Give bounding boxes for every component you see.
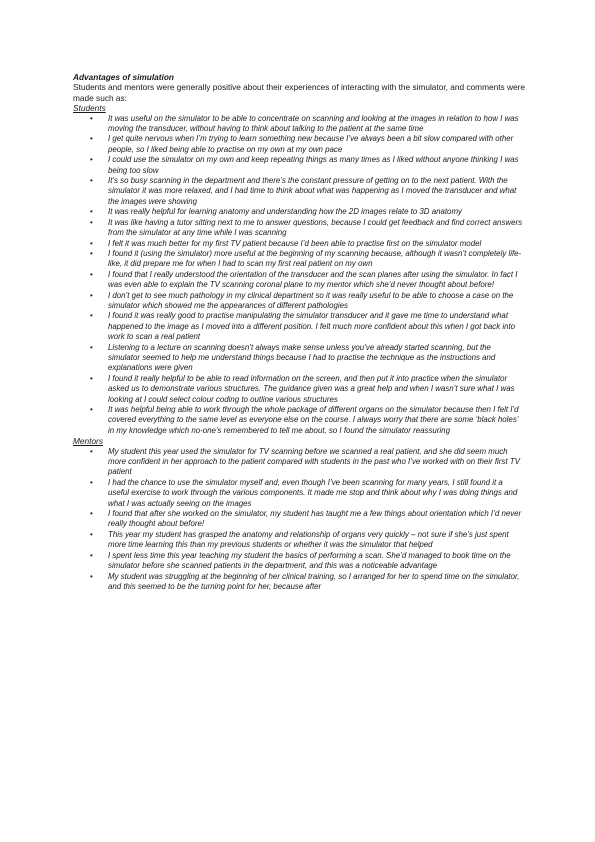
quote-text: I get quite nervous when I’m trying to learn something new because I’ve always been a bit slow compared with other people, so I liked being able to practise on my own at my own pace (108, 134, 514, 154)
bullet-icon: • (90, 405, 93, 414)
bullet-icon: • (90, 176, 93, 186)
list-item (73, 311, 525, 342)
quote-text: I found that I really understood the orientation of the transducer and the scan planes after using the simulator. In fact I was even able to explain the TV scanning coronal plane to my mentor which she’d never thought about before! (108, 269, 518, 290)
quote-text: I found that after she worked on the simulator, my student has taught me a few things about orientation which I’d never really thought about before! (108, 509, 522, 529)
mentors-quote-list (73, 447, 525, 593)
bullet-icon: • (90, 217, 93, 227)
quote-text: It was helpful being able to work through the whole package of different organs on the simulator because then I felt I’d covered everything to the same level as everyone else on the course. I always worry that there are some ‘black holes’ in my knowledge which no-one’s remembered to tell me about, so I found the simulator reassuring (108, 405, 519, 435)
quote-text: I found it (using the simulator) more useful at the beginning of my scanning because, although it wasn’t completely life-like, it did prepare me for when I had to scan my first real patient on my own (108, 248, 522, 269)
bullet-icon: • (90, 248, 93, 258)
quote-text: I could use the simulator on my own and keep repeating things as many times as I liked without anyone thinking I was being too slow (108, 155, 519, 175)
quote-text: It was really helpful for learning anatomy and understanding how the 2D images relate to 3D anatomy (108, 207, 462, 217)
list-item (73, 447, 525, 478)
bullet-icon: • (90, 269, 93, 279)
list-item (73, 343, 525, 374)
list-item (73, 114, 525, 135)
intro-paragraph: Students and mentors were generally positive about their experiences of interacting with the simulator, and comments were made such as: (73, 82, 525, 103)
document-body (73, 72, 525, 592)
list-item (73, 270, 525, 291)
quote-text: I spent less time this year teaching my student the basics of performing a scan. She’d managed to book time on the simulator before she scanned patients in the department, and this was a noticeable advantage (108, 550, 511, 571)
list-item (73, 155, 525, 176)
list-item (73, 176, 525, 207)
bullet-icon: • (90, 155, 93, 165)
list-item (73, 207, 525, 217)
quote-text: I found it was really good to practise manipulating the simulator transducer and it gave me time to understand what happened to the image as I moved into a different position. I felt much more confident about this when I got back into work to scan a real patient (108, 311, 516, 342)
quote-text: Listening to a lecture on scanning doesn’t always make sense unless you’ve already started scanning, but the simulator seemed to help me understand things because I had to practise the technique as the instructions and explanations were given (108, 342, 496, 373)
quote-text: This year my student has grasped the anatomy and relationship of organs very quickly – not sure if she’s just spent more time learning this than my previous students or whether it was the simulator that helped (108, 529, 509, 550)
list-item (73, 478, 525, 509)
list-item (73, 218, 525, 239)
quote-text: I felt it was much better for my first TV patient because I’d been able to practise first on the simulator model (108, 238, 482, 248)
quote-text: My student this year used the simulator for TV scanning before we scanned a real patient, and she did seem much more confident in her approach to the patient compared with students in the past who I’ve worked with on their first TV patient (108, 446, 520, 477)
bullet-icon: • (90, 550, 93, 560)
bullet-icon: • (90, 446, 93, 456)
quote-text: My student was struggling at the beginning of her clinical training, so I arranged for her to spend time on the simulator, and this seemed to be the turning point for her, because after (108, 571, 520, 591)
bullet-icon: • (90, 311, 93, 321)
section-heading: Advantages of simulation (73, 72, 174, 82)
quote-text: It was like having a tutor sitting next to me to answer questions, because I could get feedback and find correct answers from the simulator at any time while I was scanning (108, 217, 523, 238)
students-quote-list (73, 114, 525, 437)
list-item (73, 509, 525, 530)
list-item (73, 572, 525, 593)
bullet-icon: • (90, 529, 93, 539)
bullet-icon: • (90, 113, 93, 123)
bullet-icon: • (90, 477, 93, 487)
bullet-icon: • (90, 342, 93, 352)
quote-text: I had the chance to use the simulator myself and, even though I’ve been scanning for many years, I still found it a useful exercise to work through the various components. It made me stop and think about why I was doing things and what I was actually seeing on the images (108, 477, 518, 508)
bullet-icon: • (90, 134, 93, 144)
quote-text: I found it really helpful to be able to read information on the screen, and then put it into practice when the simulator asked us to demonstrate various structures. The guidance given was a great help and when I wasn’t sure what I was looking at I could select colour coding to outline various structures (108, 373, 515, 404)
list-item (73, 249, 525, 270)
students-label: Students (73, 103, 106, 114)
quote-text: It’s so busy scanning in the department and there’s the constant pressure of getting on to the next patient. With the simulator it was more relaxed, and I had time to think about what was happening as I moved the transducer and what the images were showing (108, 176, 517, 206)
quote-text: I don’t get to see much pathology in my clinical department so it was really useful to be able to choose a case on the simulator which showed me the appearances of different pathologies (108, 290, 514, 310)
bullet-icon: • (90, 373, 93, 383)
bullet-icon: • (90, 207, 93, 217)
mentors-label: Mentors (73, 436, 103, 447)
list-item (73, 405, 525, 436)
list-item (73, 374, 525, 405)
list-item (73, 239, 525, 249)
list-item (73, 530, 525, 551)
bullet-icon: • (90, 290, 93, 300)
quote-text: It was useful on the simulator to be able to concentrate on scanning and looking at the images in relation to how I was moving the transducer, without having to think about talking to the patient at the same time (108, 113, 519, 134)
list-item (73, 134, 525, 155)
bullet-icon: • (90, 509, 93, 519)
bullet-icon: • (90, 571, 93, 581)
list-item (73, 291, 525, 312)
list-item (73, 551, 525, 572)
bullet-icon: • (90, 238, 93, 248)
